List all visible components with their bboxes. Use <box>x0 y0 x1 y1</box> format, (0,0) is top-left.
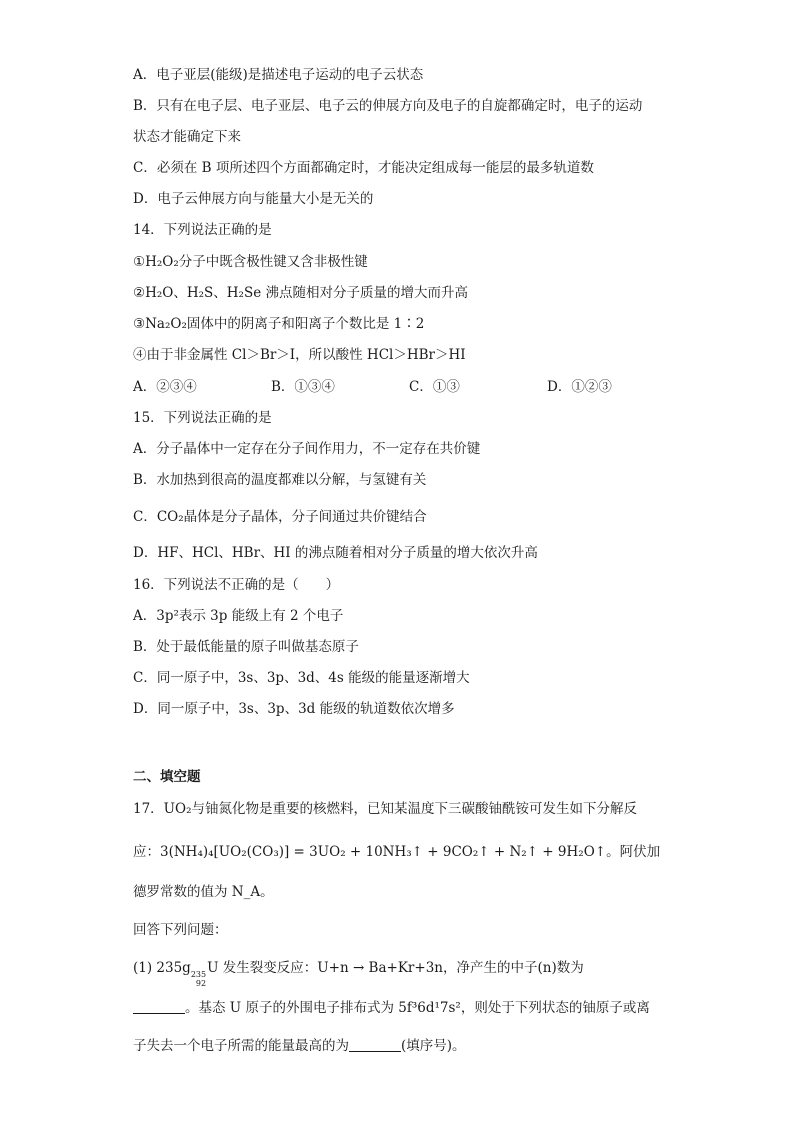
q17-part1-line2-text: 。基态 U 原子的外围电子排布式为 5f³6d¹7s²，则处于下列状态的铀原子或离 <box>185 1000 650 1016</box>
q15-option-c: C．CO₂晶体是分子晶体，分子间通过共价键结合 <box>133 509 427 525</box>
q14-statement-1: ①H₂O₂分子中既含极性键又含非极性键 <box>133 254 368 270</box>
q17-line-3: 德罗常数的值为 N_A。 <box>133 884 274 900</box>
q15-stem: 15．下列说法正确的是 <box>133 410 272 426</box>
q13-option-c: C．必须在 B 项所述四个方面都确定时，才能决定组成每一能层的最多轨道数 <box>133 160 594 176</box>
uranium-isotope-notation: 235 92 <box>190 970 207 988</box>
q14-statement-2: ②H₂O、H₂S、H₂Se 沸点随相对分子质量的增大而升高 <box>133 285 469 301</box>
section-heading-fill-in: 二、填空题 <box>133 769 201 785</box>
answer-blank-1[interactable] <box>133 999 185 1014</box>
q16-option-a: A．3p²表示 3p 能级上有 2 个电子 <box>133 608 344 624</box>
q16-option-c: C．同一原子中，3s、3p、3d、4s 能级的能量逐渐增大 <box>133 670 470 686</box>
q17-part1-line1 <box>133 958 584 988</box>
q17-part1-suffix: ，净产生的中子(n)数为 <box>442 960 584 976</box>
q17-part1-line3 <box>133 1036 466 1056</box>
q14-stem: 14．下列说法正确的是 <box>133 222 272 238</box>
q14-statement-3: ③Na₂O₂固体中的阴离子和阳离子个数比是 1∶2 <box>133 316 425 332</box>
q13-option-a: A．电子亚层(能级)是描述电子运动的电子云状态 <box>133 67 424 83</box>
q17-answer-prompt: 回答下列问题： <box>133 922 228 938</box>
q16-option-b: B．处于最低能量的原子叫做基态原子 <box>133 639 359 655</box>
q13-option-b-line1: B．只有在电子层、电子亚层、电子云的伸展方向及电子的自旋都确定时，电子的运动 <box>133 98 643 114</box>
q17-part1-reaction: U+n → Ba+Kr+3n <box>317 960 443 976</box>
q16-option-d: D．同一原子中，3s、3p、3d 能级的轨道数依次增多 <box>133 701 455 717</box>
q13-option-d: D．电子云伸展方向与能量大小是无关的 <box>133 191 374 207</box>
q13-option-b-line2: 状态才能确定下来 <box>133 129 241 145</box>
q14-options <box>133 377 685 397</box>
q14-statement-4: ④由于非金属性 Cl＞Br＞I，所以酸性 HCl＞HBr＞HI <box>133 347 466 363</box>
q16-stem: 16．下列说法不正确的是（ ） <box>133 577 340 593</box>
q17-equation-line: 应：3(NH₄)₄[UO₂(CO₃)] = 3UO₂ + 10NH₃↑ + 9CO₂↑ + N₂↑ + 9H₂O↑。阿伏加 <box>133 844 661 860</box>
q14-option-b: B．①③④ <box>271 379 335 395</box>
q17-part1-line2 <box>133 998 650 1018</box>
q14-option-d: D．①②③ <box>547 379 612 395</box>
q15-option-b: B．水加热到很高的温度都难以分解，与氢键有关 <box>133 472 427 488</box>
q17-line-1: 17．UO₂与铀氮化物是重要的核燃料，已知某温度下三碳酸铀酰铵可发生如下分解反 <box>133 801 638 817</box>
q15-option-d: D．HF、HCl、HBr、HI 的沸点随着相对分子质量的增大依次升高 <box>133 545 538 561</box>
q15-option-a: A．分子晶体中一定存在分子间作用力，不一定存在共价键 <box>133 441 481 457</box>
q14-option-c: C．①③ <box>409 379 460 395</box>
q17-part1-line3-text-b: (填序号)。 <box>401 1038 466 1054</box>
q17-part1-line3-text-a: 子失去一个电子所需的能量最高的为 <box>133 1038 349 1054</box>
answer-blank-2[interactable] <box>349 1037 401 1052</box>
q17-part1-mid: U 发生裂变反应： <box>207 960 318 976</box>
q17-part1-prefix: (1) 235g <box>133 960 191 976</box>
q14-option-a: A．②③④ <box>133 379 197 395</box>
